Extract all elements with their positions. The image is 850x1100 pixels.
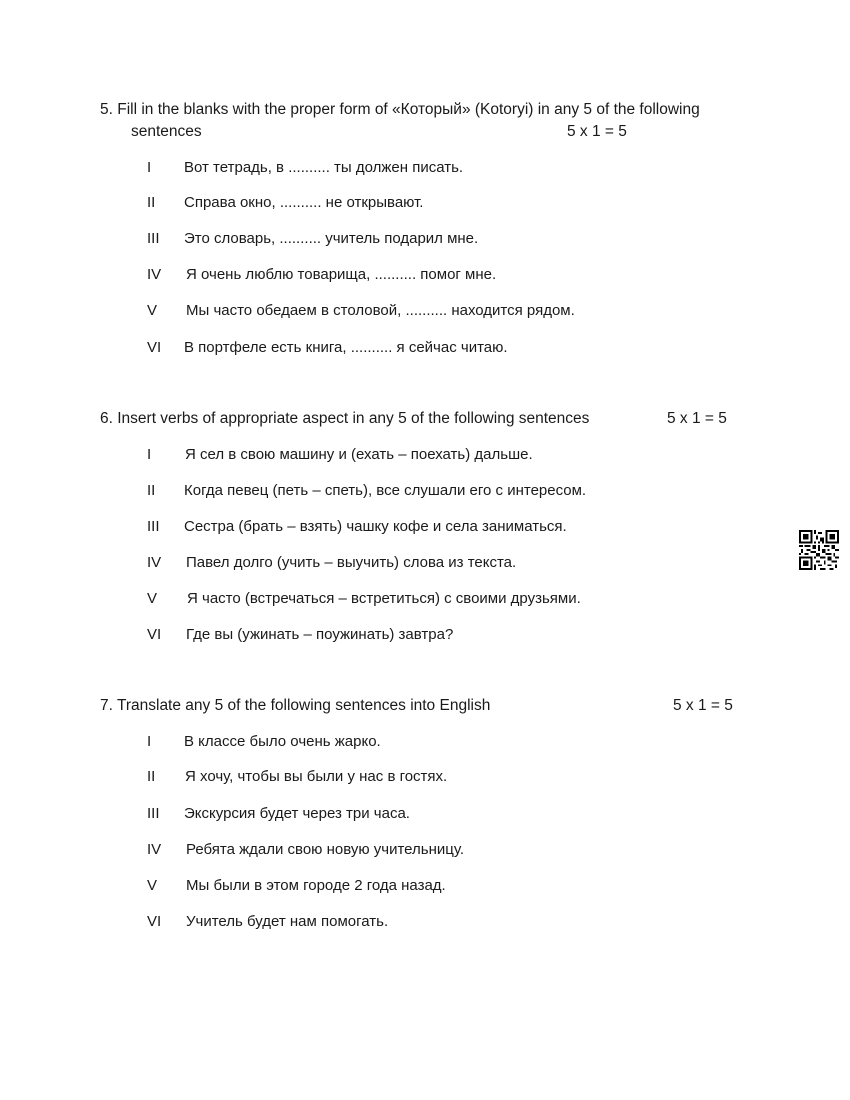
q5-item-2-number: II bbox=[147, 194, 156, 211]
q6-item-6-text: Где вы (ужинать – поужинать) завтра? bbox=[186, 626, 454, 643]
q5-item-1-number: I bbox=[147, 159, 152, 176]
q5-item-2-text: Справа окно, .......... не открывают. bbox=[184, 194, 424, 211]
q7-item-2-text: Я хочу, чтобы вы были у нас в гостях. bbox=[185, 768, 448, 785]
q7-item-5-number: V bbox=[147, 877, 158, 894]
q5-item-3-text: Это словарь, .......... учитель подарил мне. bbox=[184, 230, 479, 247]
qr-code-image bbox=[799, 530, 839, 570]
q6-item-6-number: VI bbox=[147, 626, 162, 643]
q6-item-5-number: V bbox=[147, 590, 158, 607]
q5-marks: 5 x 1 = 5 bbox=[567, 123, 627, 140]
q7-item-1-number: I bbox=[147, 733, 152, 750]
q6-marks: 5 x 1 = 5 bbox=[667, 410, 727, 427]
q6-item-3-text: Сестра (брать – взять) чашку кофе и села заниматься. bbox=[184, 518, 567, 535]
q7-item-3-number: III bbox=[147, 805, 160, 822]
q7-item-6-text: Учитель будет нам помогать. bbox=[186, 913, 389, 930]
q7-item-6-number: VI bbox=[147, 913, 162, 930]
q7-item-4-number: IV bbox=[147, 841, 162, 858]
q5-item-6-text: В портфеле есть книга, .......... я сейчас читаю. bbox=[184, 339, 508, 356]
q5-item-1-text: Вот тетрадь, в .......... ты должен писать. bbox=[184, 159, 464, 176]
q6-item-1-number: I bbox=[147, 446, 152, 463]
q5-item-3-number: III bbox=[147, 230, 160, 247]
q6-heading: 6. Insert verbs of appropriate aspect in any 5 of the following sentences bbox=[100, 410, 590, 427]
q7-heading: 7. Translate any 5 of the following sentences into English bbox=[100, 697, 491, 714]
q6-item-1-text: Я сел в свою машину и (ехать – поехать) дальше. bbox=[185, 446, 533, 463]
q7-item-1-text: В классе было очень жарко. bbox=[184, 733, 381, 750]
q5-item-4-number: IV bbox=[147, 266, 162, 283]
q5-item-6-number: VI bbox=[147, 339, 162, 356]
q7-marks: 5 x 1 = 5 bbox=[673, 697, 733, 714]
q7-item-3-text: Экскурсия будет через три часа. bbox=[184, 805, 410, 822]
q6-item-5-text: Я часто (встречаться – встретиться) с своими друзьями. bbox=[187, 590, 581, 607]
q6-item-2-number: II bbox=[147, 482, 156, 499]
q5-heading-continuation: sentences bbox=[131, 123, 202, 140]
q5-item-5-number: V bbox=[147, 302, 158, 319]
q5-heading: 5. Fill in the blanks with the proper form of «Который» (Kotoryi) in any 5 of the following bbox=[100, 101, 700, 118]
q7-item-2-number: II bbox=[147, 768, 156, 785]
q5-item-5-text: Мы часто обедаем в столовой, .......... находится рядом. bbox=[186, 302, 575, 319]
q6-item-3-number: III bbox=[147, 518, 160, 535]
q5-item-4-text: Я очень люблю товарища, .......... помог мне. bbox=[186, 266, 497, 283]
q6-item-4-text: Павел долго (учить – выучить) слова из текста. bbox=[186, 554, 517, 571]
q7-item-4-text: Ребята ждали свою новую учительницу. bbox=[186, 841, 465, 858]
q6-item-2-text: Когда певец (петь – спеть), все слушали его с интересом. bbox=[184, 482, 587, 499]
q7-item-5-text: Мы были в этом городе 2 года назад. bbox=[186, 877, 446, 894]
q6-item-4-number: IV bbox=[147, 554, 162, 571]
